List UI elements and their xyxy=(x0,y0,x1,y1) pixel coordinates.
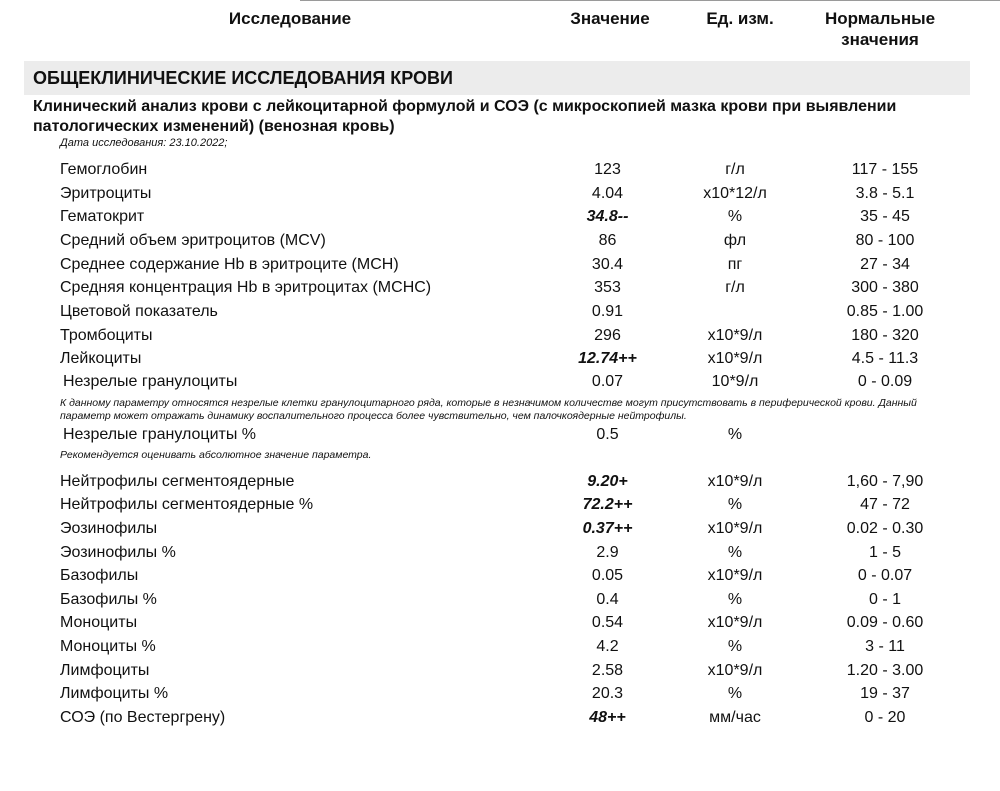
parameter-name: Моноциты % xyxy=(60,638,156,655)
header-normal-values xyxy=(805,8,955,50)
parameter-value: 0.4 xyxy=(596,591,619,608)
result-row xyxy=(0,229,1000,253)
parameter-name: Средняя концентрация Hb в эритроцитах (MCHC) xyxy=(60,279,432,296)
parameter-name: Незрелые гранулоциты % xyxy=(63,426,257,443)
parameter-norm: 19 - 37 xyxy=(860,685,910,702)
parameter-norm: 27 - 34 xyxy=(860,256,910,273)
parameter-unit: г/л xyxy=(725,161,745,178)
parameter-name: Гемоглобин xyxy=(60,161,148,178)
parameter-unit: % xyxy=(727,591,743,608)
parameter-note: Рекомендуется оценивать абсолютное значение параметра. xyxy=(60,449,372,461)
parameter-name: Тромбоциты xyxy=(60,327,153,344)
result-row xyxy=(0,541,1000,565)
parameter-unit: x10*9/л xyxy=(707,567,763,584)
parameter-value: 34.8-- xyxy=(586,208,629,225)
parameter-unit: % xyxy=(727,544,743,561)
parameter-norm: 0.02 - 0.30 xyxy=(846,520,924,537)
result-row xyxy=(0,205,1000,229)
header-unit: Ед. изм. xyxy=(706,9,774,28)
parameter-norm: 0.85 - 1.00 xyxy=(846,303,924,320)
test-subtitle: Клинический анализ крови с лейкоцитарной формулой и СОЭ (с микроскопией мазка крови при выявлении патологических изменений) (венозная кровь) xyxy=(33,98,897,135)
parameter-name: Базофилы xyxy=(60,567,139,584)
parameter-value: 4.04 xyxy=(591,185,624,202)
header-study: Исследование xyxy=(228,9,352,28)
result-row xyxy=(0,517,1000,541)
parameter-value: 4.2 xyxy=(596,638,619,655)
parameter-norm: 117 - 155 xyxy=(851,161,919,178)
parameter-name: Средний объем эритроцитов (MCV) xyxy=(60,232,326,249)
parameter-value: 0.37++ xyxy=(582,520,633,537)
parameter-norm: 1,60 - 7,90 xyxy=(846,473,924,490)
header-value: Значение xyxy=(570,9,650,28)
parameter-unit: 10*9/л xyxy=(711,373,759,390)
parameter-note: К данному параметру относятся незрелые клетки гранулоцитарного ряда, которые в незначимом количестве могут присутствовать в периферической крови. Данный параметр может отражать динамику воспалительного процесса более чувствительно, чем палочкоядерные нейтрофилы. xyxy=(60,397,917,422)
parameter-value: 72.2++ xyxy=(582,496,633,513)
result-row xyxy=(0,347,1000,371)
parameter-value: 353 xyxy=(594,279,621,296)
parameter-norm: 4.5 - 11.3 xyxy=(851,350,919,367)
result-row xyxy=(0,253,1000,277)
parameter-norm: 180 - 320 xyxy=(851,327,919,344)
parameter-unit: % xyxy=(727,208,743,225)
parameter-name: Лимфоциты xyxy=(60,662,150,679)
parameter-name: Моноциты xyxy=(60,614,138,631)
parameter-unit: пг xyxy=(727,256,743,273)
parameter-norm: 1 - 5 xyxy=(868,544,901,561)
parameter-value: 30.4 xyxy=(591,256,624,273)
parameter-value: 0.07 xyxy=(591,373,624,390)
parameter-name: Эозинофилы % xyxy=(60,544,176,561)
parameter-name: Эритроциты xyxy=(60,185,152,202)
parameter-name: Эозинофилы xyxy=(60,520,158,537)
result-row xyxy=(0,493,1000,517)
parameter-unit: % xyxy=(727,638,743,655)
parameter-norm: 300 - 380 xyxy=(851,279,919,296)
parameter-unit: мм/час xyxy=(709,709,761,726)
result-row xyxy=(0,158,1000,182)
parameter-norm: 3.8 - 5.1 xyxy=(855,185,915,202)
parameter-unit: % xyxy=(727,496,743,513)
parameter-value: 0.91 xyxy=(591,303,624,320)
parameter-unit: % xyxy=(727,685,743,702)
parameter-norm: 0.09 - 0.60 xyxy=(846,614,924,631)
parameter-name: Среднее содержание Hb в эритроците (MCH) xyxy=(60,256,399,273)
result-row xyxy=(0,470,1000,494)
parameter-value: 48++ xyxy=(589,709,626,726)
result-row xyxy=(0,324,1000,348)
parameter-unit: % xyxy=(727,426,743,443)
result-row xyxy=(0,682,1000,706)
result-row xyxy=(0,588,1000,612)
parameter-unit: фл xyxy=(723,232,747,249)
parameter-unit: x10*12/л xyxy=(703,185,767,202)
result-row xyxy=(0,423,1000,447)
parameter-value: 0.05 xyxy=(591,567,624,584)
parameter-norm: 1.20 - 3.00 xyxy=(846,662,924,679)
parameter-unit: г/л xyxy=(725,279,745,296)
result-row xyxy=(0,276,1000,300)
parameter-norm: 0 - 20 xyxy=(864,709,906,726)
result-row xyxy=(0,182,1000,206)
parameter-name: Лимфоциты % xyxy=(60,685,169,702)
parameter-name: Лейкоциты xyxy=(60,350,142,367)
parameter-value: 12.74++ xyxy=(578,350,637,367)
parameter-name: Незрелые гранулоциты xyxy=(63,373,238,390)
section-title: ОБЩЕКЛИНИЧЕСКИЕ ИССЛЕДОВАНИЯ КРОВИ xyxy=(24,61,970,95)
result-row xyxy=(0,659,1000,683)
top-rule xyxy=(300,0,1000,1)
header-normal-line2: значения xyxy=(841,30,919,49)
parameter-unit: x10*9/л xyxy=(707,614,763,631)
parameter-value: 86 xyxy=(598,232,617,249)
parameter-value: 0.54 xyxy=(591,614,624,631)
parameter-name: Гематокрит xyxy=(60,208,145,225)
parameter-name: Нейтрофилы сегментоядерные % xyxy=(60,496,314,513)
parameter-value: 9.20+ xyxy=(587,473,628,490)
result-row xyxy=(0,706,1000,730)
parameter-value: 2.9 xyxy=(596,544,619,561)
parameter-value: 0.5 xyxy=(596,426,619,443)
parameter-value: 2.58 xyxy=(591,662,624,679)
parameter-norm: 47 - 72 xyxy=(860,496,910,513)
result-row xyxy=(0,611,1000,635)
result-row xyxy=(0,300,1000,324)
parameter-norm: 35 - 45 xyxy=(860,208,910,225)
parameter-unit: x10*9/л xyxy=(707,520,763,537)
parameter-unit: x10*9/л xyxy=(707,350,763,367)
parameter-name: Нейтрофилы сегментоядерные xyxy=(60,473,295,490)
parameter-unit: x10*9/л xyxy=(707,662,763,679)
parameter-name: Цветовой показатель xyxy=(60,303,218,320)
result-row xyxy=(0,370,1000,394)
parameter-name: Базофилы % xyxy=(60,591,157,608)
result-row xyxy=(0,564,1000,588)
parameter-unit: x10*9/л xyxy=(707,327,763,344)
parameter-norm: 0 - 0.07 xyxy=(857,567,913,584)
parameter-norm: 0 - 0.09 xyxy=(857,373,913,390)
parameter-unit: x10*9/л xyxy=(707,473,763,490)
parameter-value: 296 xyxy=(594,327,621,344)
parameter-norm: 3 - 11 xyxy=(865,638,905,655)
header-normal-line1: Нормальные xyxy=(824,9,936,28)
parameter-norm: 0 - 1 xyxy=(868,591,901,608)
parameter-name: СОЭ (по Вестергрену) xyxy=(60,709,226,726)
result-row xyxy=(0,635,1000,659)
parameter-norm: 80 - 100 xyxy=(855,232,915,249)
parameter-value: 20.3 xyxy=(591,685,624,702)
parameter-value: 123 xyxy=(594,161,621,178)
study-date: Дата исследования: 23.10.2022; xyxy=(60,137,228,149)
